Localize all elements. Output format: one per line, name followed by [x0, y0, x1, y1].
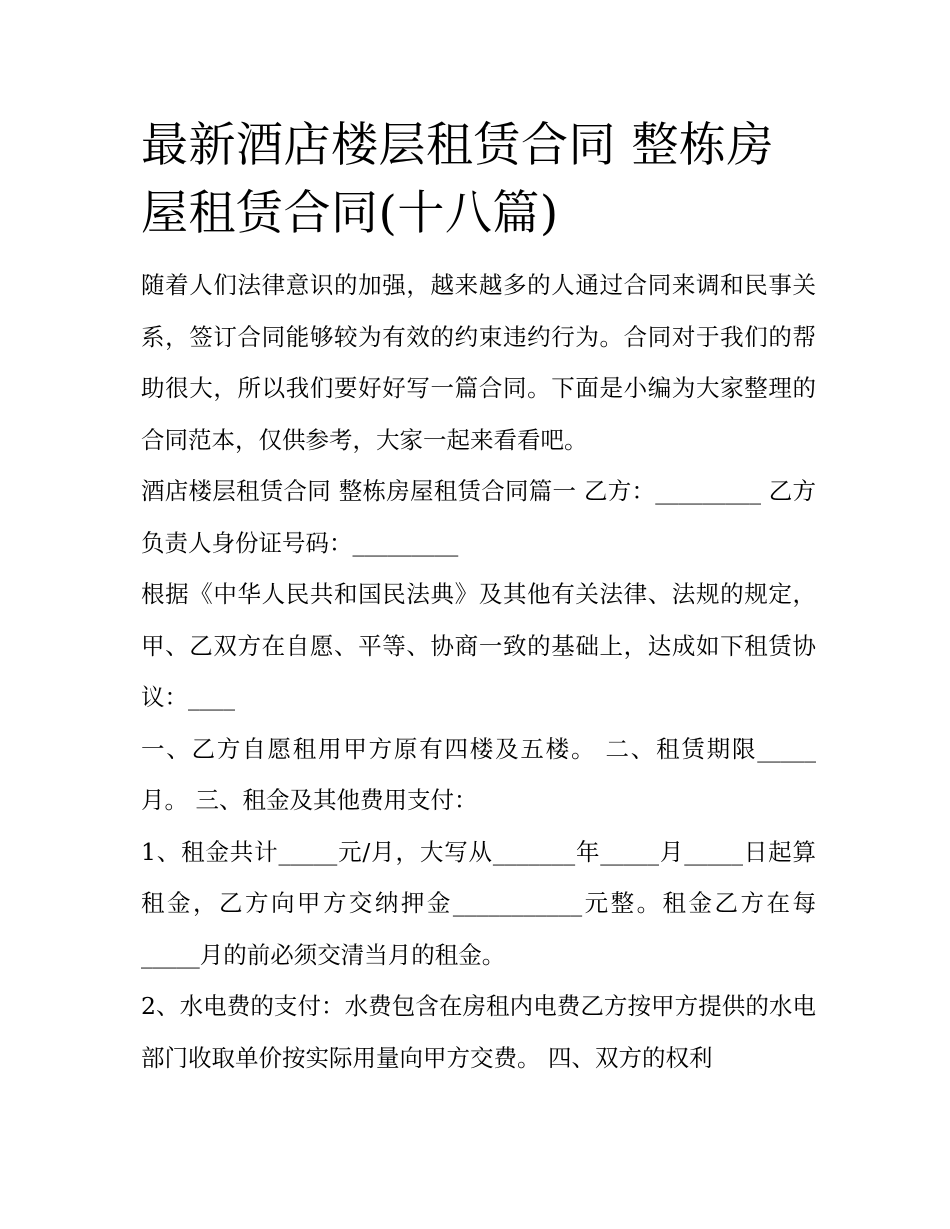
document-title: 最新酒店楼层租赁合同 整栋房屋租赁合同(十八篇): [141, 118, 774, 241]
lease-terms-paragraph: 一、乙方自愿租用甲方原有四楼及五楼。 二、租赁期限_____月。 三、租金及其他费用支付：: [141, 734, 816, 814]
contract-parties-paragraph: 酒店楼层租赁合同 整栋房屋租赁合同篇一 乙方：_________ 乙方负责人身份证号码：_________: [141, 477, 816, 557]
legal-basis-paragraph: 根据《中华人民共和国民法典》及其他有关法律、法规的规定，甲、乙双方在自愿、平等、协商一致的基础上，达成如下租赁协议：____: [141, 580, 816, 711]
rent-clause-paragraph: 1、租金共计_____元/月，大写从_______年_____月_____日起算租金，乙方向甲方交纳押金___________元整。租金乙方在每_____月的前必须交清当月的租金。: [141, 837, 816, 969]
utilities-clause-paragraph: 2、水电费的支付：水费包含在房租内电费乙方按甲方提供的水电部门收取单价按实际用量向甲方交费。 四、双方的权利: [141, 992, 816, 1072]
intro-paragraph: 随着人们法律意识的加强，越来越多的人通过合同来调和民事关系，签订合同能够较为有效的约束违约行为。合同对于我们的帮助很大，所以我们要好好写一篇合同。下面是小编为大家整理的合同范本，仅供参考，大家一起来看看吧。: [141, 271, 816, 454]
document-body: [141, 112, 816, 1084]
